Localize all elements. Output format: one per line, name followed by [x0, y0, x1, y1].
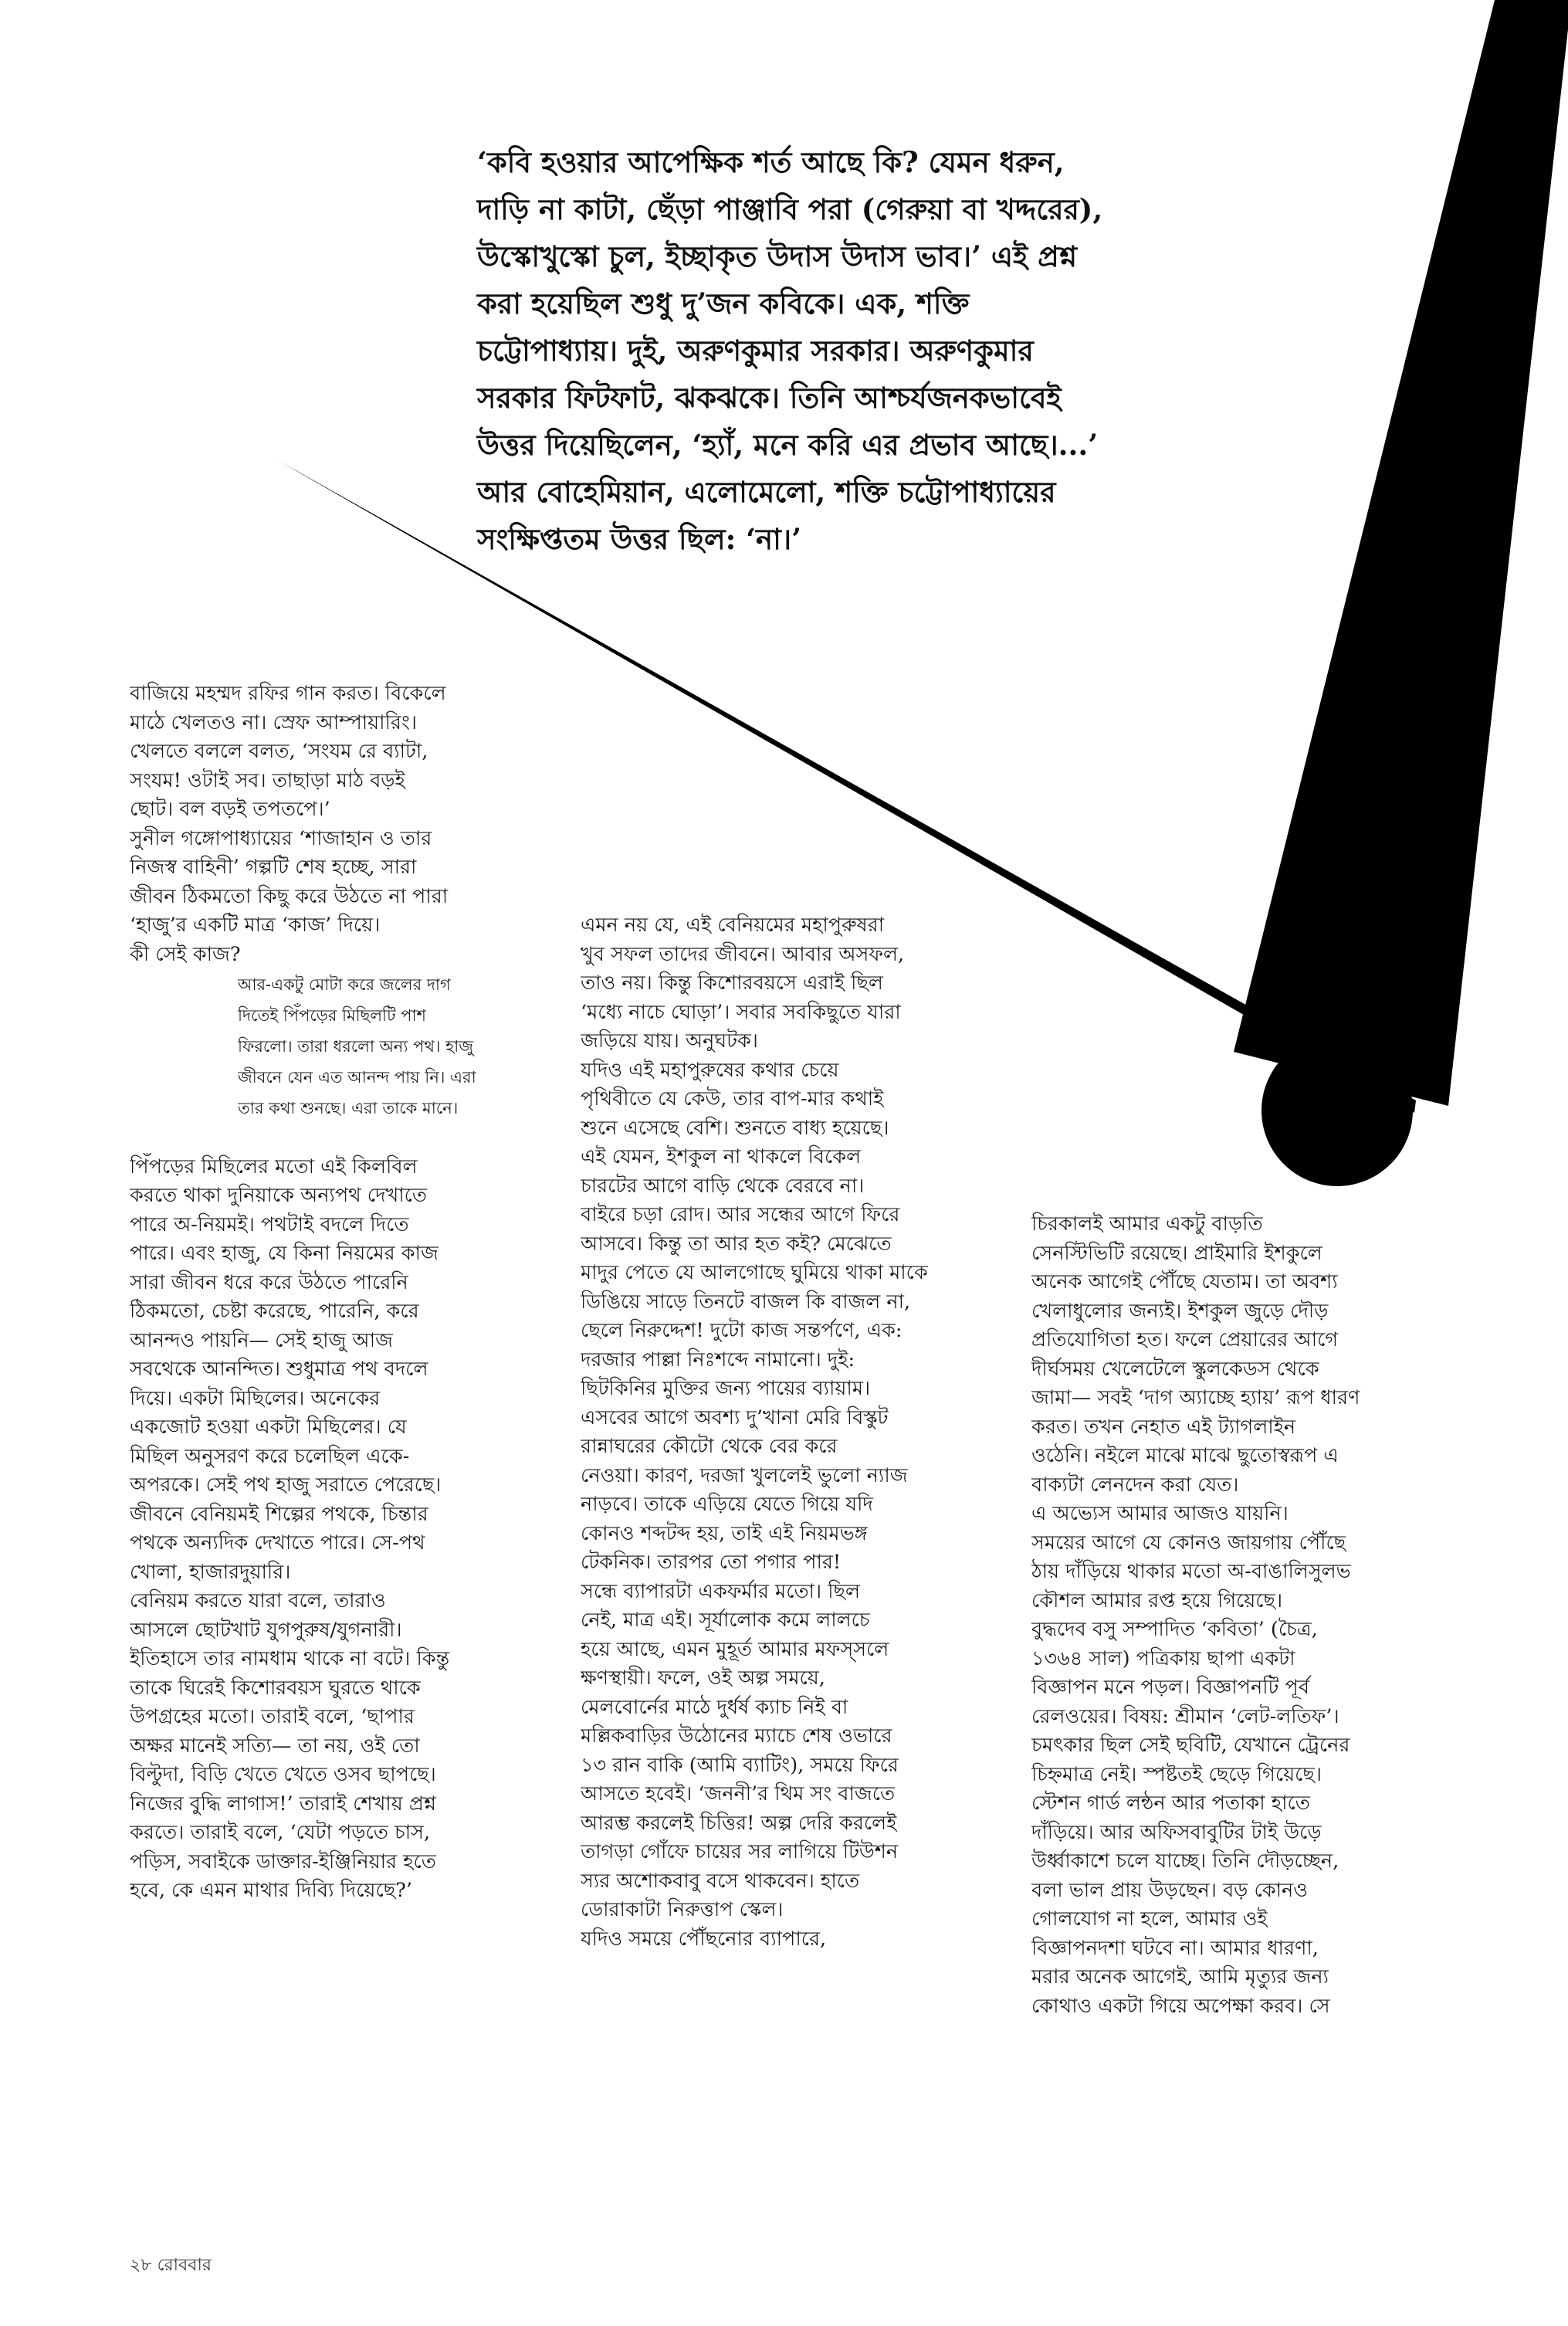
- text-line: বাজিয়ে মহম্মদ রফির গান করত। বিকেলে: [130, 682, 446, 705]
- left-paragraph-group-2: [130, 1153, 585, 1906]
- text-line: গোলযোগ না হলে, আমার ওই: [1031, 1907, 1268, 1931]
- text-line: সুনীল গঙ্গোপাধ্যায়ের ‘শাজাহান ও তার: [130, 826, 432, 850]
- text-line: নিজের বুদ্ধি লাগাস!’ তারাই শেখায় প্রশ্ন: [130, 1792, 436, 1816]
- text-line: ক্ষণস্থায়ী। ফলে, ওই অল্প সময়ে,: [581, 1667, 825, 1690]
- pull-quote-line: উত্তর দিয়েছিলেন, ‘হ্যাঁ, মনে করি এর প্রভাব আছে।...’: [477, 428, 1099, 462]
- text-line: ছোট। বল বড়ই তপতপে।’: [130, 798, 330, 821]
- text-line: নেই, মাত্র এই। সূর্যালোক কমে লালচে: [581, 1609, 870, 1632]
- text-line: অপরকে। সেই পথ হাজু সরাতে পেরেছে।: [130, 1473, 442, 1497]
- text-line: খুব সফল তাদের জীবনে। আবার অসফল,: [581, 942, 905, 966]
- text-line: মাদুর পেতে যে আলগোছে ঘুমিয়ে থাকা মাকে: [581, 1261, 928, 1284]
- text-line: বলা ভাল প্রায় উড়ছেন। বড় কোনও: [1031, 1878, 1309, 1902]
- text-line: মিছিল অনুসরণ করে চলেছিল একে-: [130, 1444, 410, 1468]
- article-column-right: [1031, 1210, 1464, 2021]
- text-line: সংযম! ওটাই সব। তাছাড়া মাঠ বড়ই: [130, 768, 405, 792]
- text-line: ইতিহাসে তার নামধাম থাকে না বটে। কিন্তু: [130, 1647, 450, 1670]
- clock-center-pivot: [1262, 1035, 1413, 1186]
- paragraph-gap: [130, 1124, 585, 1153]
- text-line: মাঠে খেলতও না। স্রেফ আম্পায়ারিং।: [130, 710, 417, 734]
- article-column-left: [130, 680, 585, 1906]
- text-line: অনেক আগেই পৌঁছে যেতাম। তা অবশ্য: [1031, 1270, 1338, 1294]
- text-line: এসবের আগে অবশ্য দু’খানা মেরি বিস্কুট: [581, 1405, 889, 1429]
- page-folio: ২৮ রোববার: [130, 2256, 212, 2275]
- text-line: নিজস্ব বাহিনী’ গল্পটি শেষ হচ্ছে, সারা: [130, 856, 417, 879]
- text-line: বিজ্ঞাপনদশা ঘটবে না। আমার ধারণা,: [1031, 1936, 1319, 1960]
- text-line: স্যর অশোকবাবু বসে থাকবেন। হাতে: [581, 1869, 860, 1893]
- text-line: অক্ষর মানেই সত্যি— তা নয়, ওই তো: [130, 1734, 420, 1758]
- text-line: একজোট হওয়া একটা মিছিলের। যে: [130, 1416, 407, 1439]
- text-line: এমন নয় যে, এই বেনিয়মের মহাপুরুষরা: [581, 914, 885, 937]
- pull-quote-line: করা হয়েছিল শুধু দু’জন কবিকে। এক, শক্তি: [477, 287, 970, 320]
- text-line: খেলাধুলোর জন্যই। ইশকুল জুড়ে দৌড়: [1031, 1299, 1329, 1323]
- pull-quote-line: উস্কোখুস্কো চুল, ইচ্ছাকৃত উদাস উদাস ভাব।’ এই প্রশ্ন: [477, 239, 1078, 273]
- text-line: যদিও এই মহাপুরুষের কথার চেয়ে: [581, 1058, 839, 1082]
- pull-quote-line: চট্টোপাধ্যায়। দুই, অরুণকুমার সরকার। অরুণকুমার: [477, 334, 1034, 368]
- text-line: চিহ্নমাত্র নেই। স্পষ্টতই ছেড়ে গিয়েছে।: [1031, 1762, 1322, 1786]
- left-paragraph-group-1: [130, 680, 585, 969]
- text-line: স্টেশন গার্ড লন্ঠন আর পতাকা হাতে: [1031, 1792, 1310, 1815]
- text-line: বাইরে চড়া রোদ। আর সন্ধের আগে ফিরে: [581, 1203, 900, 1226]
- text-line: মরার অনেক আগেই, আমি মৃত্যুর জন্য: [1031, 1965, 1329, 1989]
- text-line: জীবনে বেনিয়মই শিল্পের পথকে, চিন্তার: [130, 1502, 428, 1526]
- text-line: ছিটকিনির মুক্তির জন্য পায়ের ব্যায়াম।: [581, 1377, 871, 1400]
- excerpt-line: জীবনে যেন এত আনন্দ পায় নি। এরা: [238, 1068, 476, 1087]
- text-line: বিল্টুদা, বিড়ি খেতে খেতে ওসব ছাপছে।: [130, 1763, 436, 1786]
- text-line: করতে থাকা দুনিয়াকে অন্যপথ দেখাতে: [130, 1184, 428, 1207]
- text-line: ১৩ রান বাকি (আমি ব্যাটিং), সময়ে ফিরে: [581, 1753, 899, 1777]
- text-line: আসলে ছোটখাট যুগপুরুষ/যুগনারী।: [130, 1618, 402, 1642]
- text-line: পৃথিবীতে যে কেউ, তার বাপ-মার কথাই: [581, 1087, 884, 1110]
- text-line: আরম্ভ করলেই চিত্তির! অল্প দেরি করলেই: [581, 1811, 897, 1835]
- text-line: তাগড়া গোঁফে চায়ের সর লাগিয়ে টিউশন: [581, 1840, 899, 1863]
- text-line: আসবে। কিন্তু তা আর হত কই? মেঝেতে: [581, 1232, 892, 1256]
- text-line: যদিও সময়ে পৌঁছনোর ব্যাপারে,: [581, 1927, 827, 1951]
- excerpt-line: আর-একটু মোটা করে জলের দাগ: [238, 975, 451, 994]
- article-column-middle: [581, 911, 1021, 1954]
- text-line: ডিঙিয়ে সাড়ে তিনটে বাজল কি বাজল না,: [581, 1290, 911, 1314]
- pull-quote-line: সরকার ফিটফাট, ঝকঝকে। তিনি আশ্চর্যজনকভাবেই: [477, 381, 1062, 415]
- text-line: রেলওয়ের। বিষয়: শ্রীমান ‘লেট-লতিফ’।: [1031, 1704, 1339, 1728]
- text-line: উর্ধ্বাকাশে চলে যাচ্ছে। তিনি দৌড়চ্ছেন,: [1031, 1850, 1339, 1873]
- text-line: বাক্যটা লেনদেন করা যেত।: [1031, 1473, 1239, 1497]
- text-line: ঠায় দাঁড়িয়ে থাকার মতো অ-বাঙালিসুলভ: [1031, 1560, 1351, 1583]
- text-line: কী সেই কাজ?: [130, 942, 241, 966]
- text-line: দিয়ে। একটা মিছিলের। অনেকের: [130, 1386, 381, 1410]
- text-line: সন্ধে ব্যাপারটা একফর্মার মতো। ছিল: [581, 1579, 860, 1603]
- text-line: কোথাও একটা গিয়ে অপেক্ষা করব। সে: [1031, 1994, 1330, 2018]
- text-line: ‘হাজু’র একটি মাত্র ‘কাজ’ দিয়ে।: [130, 914, 381, 937]
- text-line: দাঁড়িয়ে। আর অফিসবাবুটির টাই উড়ে: [1031, 1820, 1322, 1844]
- text-line: পড়িস, সবাইকে ডাক্তার-ইঞ্জিনিয়ার হতে: [130, 1850, 436, 1873]
- text-line: ওঠেনি। নইলে মাঝে মাঝে ছুতোস্বরূপ এ: [1031, 1444, 1339, 1467]
- text-line: এই যেমন, ইশকুল না থাকলে বিকেল: [581, 1145, 862, 1168]
- quoted-excerpt: [130, 969, 585, 1124]
- text-line: খোলা, হাজারদুয়ারি।: [130, 1560, 291, 1584]
- text-line: প্রতিযোগিতা হত। ফলে প্রেয়ারের আগে: [1031, 1328, 1339, 1351]
- text-line: দরজার পাল্লা নিঃশব্দে নামানো। দুই:: [581, 1348, 855, 1372]
- text-line: চিরকালই আমার একটু বাড়তি: [1031, 1212, 1263, 1236]
- text-line: ১৩৬৪ সাল) পত্রিকায় ছাপা একটা: [1031, 1646, 1295, 1670]
- text-line: জামা— সবই ‘দাগ অ্যাচ্ছে হ্যায়’ রূপ ধারণ: [1031, 1386, 1360, 1409]
- text-line: পারে অ-নিয়মই। পথটাই বদলে দিতে: [130, 1212, 409, 1236]
- text-line: ‘মধ্যে নাচে ঘোড়া’। সবার সবকিছুতে যারা: [581, 1000, 901, 1024]
- text-line: খেলতে বললে বলত, ‘সংযম রে ব্যাটা,: [130, 740, 428, 763]
- text-line: তাও নয়। কিন্তু কিশোরবয়সে এরাই ছিল: [581, 971, 883, 995]
- excerpt-line: ফিরলো। তারা ধরলো অন্য পথ। হাজু: [238, 1037, 474, 1056]
- text-line: উপগ্রহের মতো। তারাই বলে, ‘ছাপার: [130, 1705, 415, 1728]
- text-line: দীর্ঘসময় খেলেটেলে স্কুলকেডস থেকে: [1031, 1357, 1319, 1381]
- text-line: পারে। এবং হাজু, যে কিনা নিয়মের কাজ: [130, 1242, 439, 1265]
- pull-quote-line: সংক্ষিপ্ততম উত্তর ছিল: ‘না।’: [477, 522, 801, 556]
- text-line: রান্নাঘরের কৌটো থেকে বের করে: [581, 1435, 838, 1458]
- text-line: সময়ের আগে যে কোনও জায়গায় পৌঁছে: [1031, 1531, 1346, 1555]
- text-line: চারটের আগে বাড়ি থেকে বেরবে না।: [581, 1174, 865, 1198]
- excerpt-line: তার কথা শুনছে। এরা তাকে মানে।: [238, 1099, 459, 1117]
- text-line: মল্লিকবাড়ির উঠোনের ম্যাচে শেষ ওভারে: [581, 1724, 892, 1748]
- text-line: করতে। তারাই বলে, ‘যেটা পড়তে চাস,: [130, 1821, 431, 1844]
- pull-quote-line: ‘কবি হওয়ার আপেক্ষিক শর্ত আছে কি? যেমন ধরুন,: [477, 145, 1065, 179]
- text-line: বেনিয়ম করতে যারা বলে, তারাও: [130, 1589, 386, 1612]
- text-line: কোনও শব্দটব্দ হয়, তাই এই নিয়মভঙ্গ: [581, 1521, 868, 1545]
- text-line: সবথেকে আনন্দিত। শুধুমাত্র পথ বদলে: [130, 1358, 428, 1381]
- text-line: বুদ্ধদেব বসু সম্পাদিত ‘কবিতা’ (চৈত্র,: [1031, 1618, 1318, 1641]
- text-line: ঠিকমতো, চেষ্টা করেছে, পারেনি, করে: [130, 1300, 419, 1323]
- text-line: আসতে হবেই। ‘জননী’র থিম সং বাজতে: [581, 1782, 896, 1806]
- text-line: সারা জীবন ধরে করে উঠতে পারেনি: [130, 1270, 408, 1294]
- text-line: বিজ্ঞাপন মনে পড়ল। বিজ্ঞাপনটি পূর্ব: [1031, 1676, 1310, 1699]
- text-line: ডোরাকাটা নিরুত্তাপ স্কেল।: [581, 1898, 784, 1921]
- pull-quote-line: দাড়ি না কাটা, ছেঁড়া পাঞ্জাবি পরা (গেরুয়া বা খদ্দরের),: [477, 192, 1103, 226]
- pull-quote: [477, 139, 1442, 563]
- text-line: তাকে ঘিরেই কিশোরবয়স ঘুরতে থাকে: [130, 1676, 421, 1700]
- text-line: করত। তখন নেহাত এই ট্যাগলাইন: [1031, 1415, 1296, 1439]
- excerpt-line: দিতেই পিঁপড়ের মিছিলটি পাশ: [238, 1006, 426, 1025]
- text-line: হবে, কে এমন মাথার দিব্যি দিয়েছে?’: [130, 1879, 412, 1902]
- text-line: সেনস্টিভিটি রয়েছে। প্রাইমারি ইশকুলে: [1031, 1241, 1322, 1265]
- text-line: নাড়বে। তাকে এড়িয়ে যেতে গিয়ে যদি: [581, 1493, 873, 1516]
- text-line: ছেলে নিরুদ্দেশ! দুটো কাজ সন্তর্পণে, এক:: [581, 1319, 903, 1342]
- text-line: চমৎকার ছিল সেই ছবিটি, যেখানে ট্রেনের: [1031, 1734, 1350, 1757]
- text-line: কৌশল আমার রপ্ত হয়ে গিয়েছে।: [1031, 1589, 1283, 1612]
- text-line: আনন্দও পায়নি— সেই হাজু আজ: [130, 1328, 393, 1352]
- text-line: মেলবোর্নের মাঠে দুর্ধর্ষ ক্যাচ নিই বা: [581, 1695, 848, 1719]
- text-line: জীবন ঠিকমতো কিছু করে উঠতে না পারা: [130, 884, 449, 908]
- text-line: জড়িয়ে যায়। অনুঘটক।: [581, 1029, 758, 1053]
- text-line: নেওয়া। কারণ, দরজা খুললেই ভুলো ন্যাজ: [581, 1463, 908, 1487]
- text-line: শুনে এসেছে বেশি। শুনতে বাধ্য হয়েছে।: [581, 1116, 889, 1140]
- text-line: পথকে অন্যদিক দেখাতে পারে। সে-পথ: [130, 1531, 425, 1555]
- text-line: এ অভ্যেস আমার আজও যায়নি।: [1031, 1502, 1289, 1525]
- text-line: হয়ে আছে, এমন মুহূর্ত আমার মফস্সলে: [581, 1637, 889, 1661]
- text-line: টেকনিক। তারপর তো পগার পার!: [581, 1551, 842, 1574]
- text-line: পিঁপড়ের মিছিলের মতো এই কিলবিল: [130, 1155, 418, 1178]
- pull-quote-line: আর বোহেমিয়ান, এলোমেলো, শক্তি চট্টোপাধ্যায়ের: [477, 475, 1056, 509]
